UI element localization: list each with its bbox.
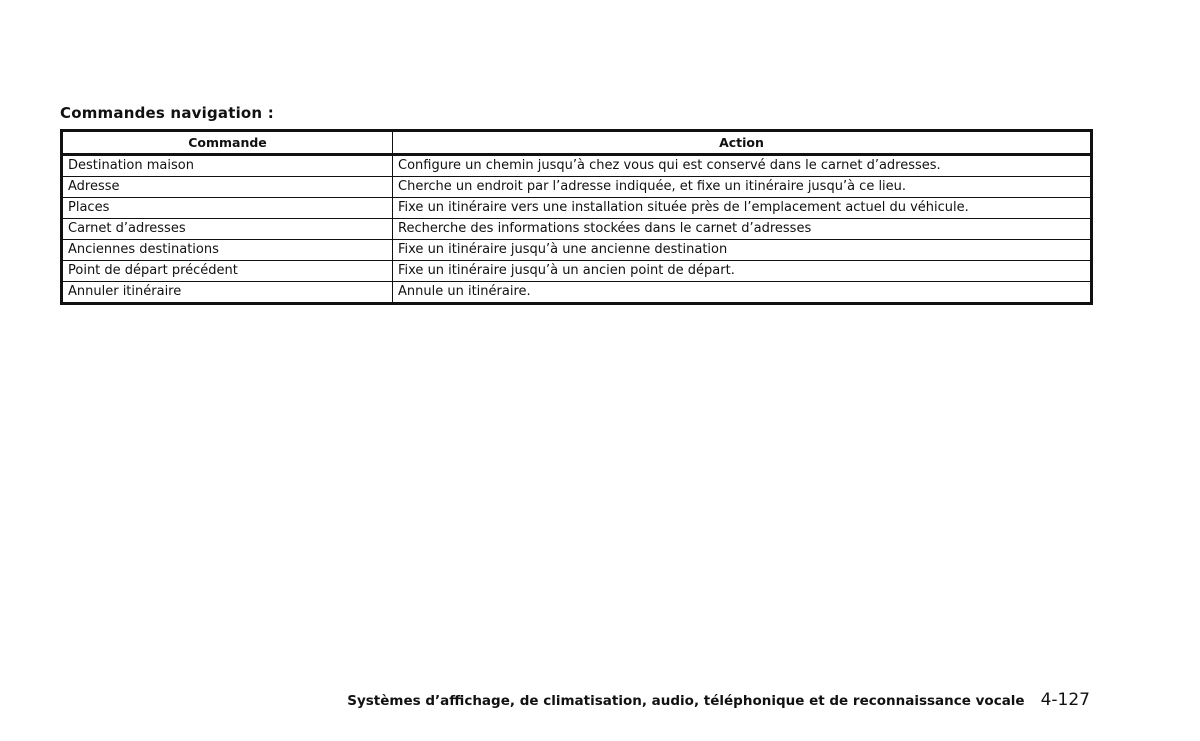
action-cell: Fixe un itinéraire vers une installation située près de l’emplacement actuel du véhicule. — [393, 198, 1092, 219]
action-cell: Configure un chemin jusqu’à chez vous qui est conservé dans le carnet d’adresses. — [393, 155, 1092, 177]
action-cell: Fixe un itinéraire jusqu’à un ancien point de départ. — [393, 261, 1092, 282]
table-header-row — [62, 131, 1092, 155]
column-header-action: Action — [393, 131, 1092, 155]
command-cell: Carnet d’adresses — [62, 219, 393, 240]
column-header-command: Commande — [62, 131, 393, 155]
command-cell: Annuler itinéraire — [62, 282, 393, 304]
action-cell: Fixe un itinéraire jusqu’à une ancienne destination — [393, 240, 1092, 261]
page-footer — [347, 690, 1090, 710]
table-row — [62, 177, 1092, 198]
table-row — [62, 219, 1092, 240]
action-cell: Annule un itinéraire. — [393, 282, 1092, 304]
command-cell: Adresse — [62, 177, 393, 198]
action-cell: Recherche des informations stockées dans le carnet d’adresses — [393, 219, 1092, 240]
table-row — [62, 240, 1092, 261]
chapter-title: Systèmes d’affichage, de climatisation, audio, téléphonique et de reconnaissance vocale — [347, 693, 1025, 709]
command-cell: Anciennes destinations — [62, 240, 393, 261]
page-number: 4-127 — [1040, 690, 1090, 710]
table-row — [62, 198, 1092, 219]
command-cell: Point de départ précédent — [62, 261, 393, 282]
action-cell: Cherche un endroit par l’adresse indiquée, et fixe un itinéraire jusqu’à ce lieu. — [393, 177, 1092, 198]
table-row — [62, 261, 1092, 282]
section-title: Commandes navigation : — [60, 104, 274, 122]
navigation-commands-table — [60, 129, 1093, 305]
table-row — [62, 155, 1092, 177]
command-cell: Places — [62, 198, 393, 219]
command-cell: Destination maison — [68, 158, 194, 173]
table-row — [62, 282, 1092, 304]
